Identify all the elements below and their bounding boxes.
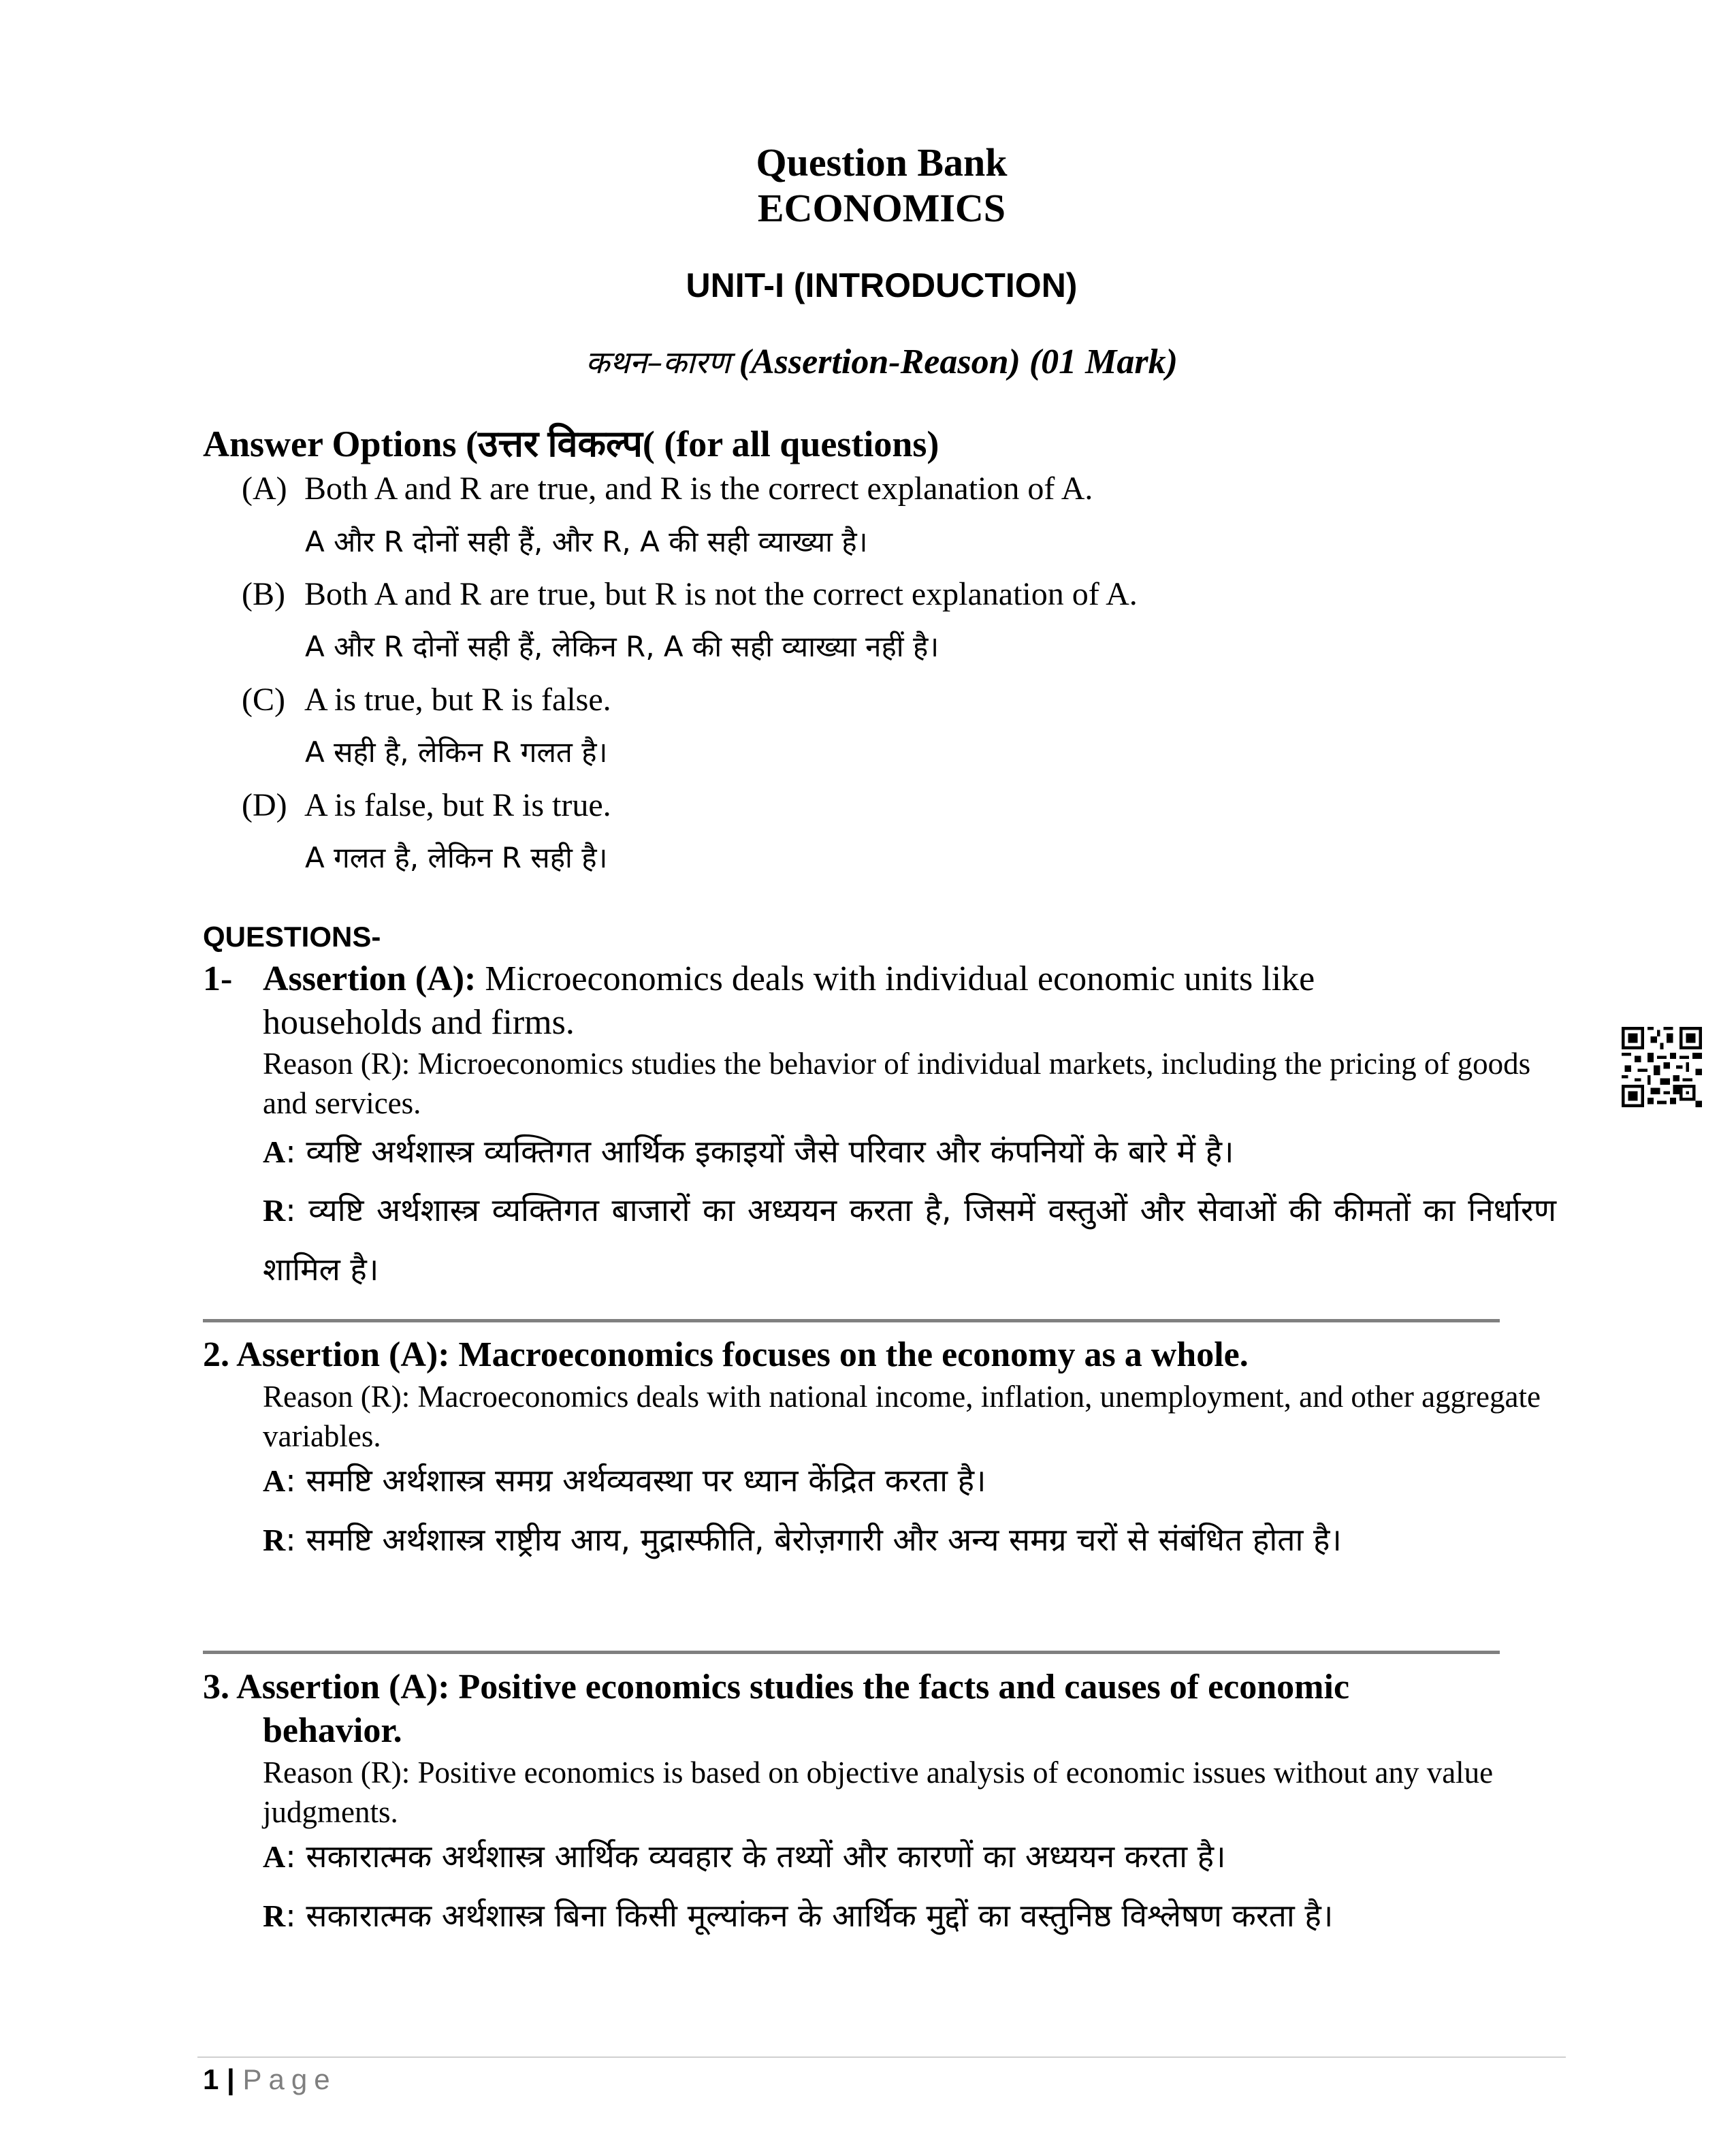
hindi-a-text: : व्यष्टि अर्थशास्त्र व्यक्तिगत आर्थिक इकाइयों जैसे परिवार और कंपनियों के बारे में है।: [285, 1133, 1234, 1170]
option-a: [242, 470, 1093, 507]
option-text: A is true, but R is false.: [304, 682, 611, 718]
question-1-reason: Reason (R): Microeconomics studies the behavior of individual markets, including the pricing of goods and services.: [263, 1047, 1531, 1120]
hindi-a-label: A: [263, 1134, 286, 1169]
question-3-assertion: [203, 1667, 1349, 1707]
option-c-hindi: A सही है, लेकिन R गलत है।: [305, 735, 608, 769]
hindi-r-label: R: [263, 1193, 286, 1228]
assertion-label: Assertion (A):: [263, 959, 477, 998]
option-d-hindi: A गलत है, लेकिन R सही है।: [305, 841, 608, 874]
question-2-hindi-r: [263, 1510, 1556, 1570]
section-title-hindi: कथन–कारण: [585, 344, 730, 381]
question-number: 3.: [203, 1668, 229, 1706]
hindi-a-text: : सकारात्मक अर्थशास्त्र आर्थिक व्यवहार के तथ्यों और कारणों का अध्ययन करता है।: [285, 1838, 1226, 1875]
option-b-hindi: A और R दोनों सही हैं, लेकिन R, A की सही व्याख्या नहीं है।: [305, 630, 939, 663]
question-1-assertion-cont: households and firms.: [263, 1003, 575, 1042]
question-1-hindi-r: [263, 1181, 1556, 1299]
question-3-assertion-cont: behavior.: [263, 1711, 402, 1750]
option-letter: (C): [242, 682, 285, 718]
divider: [203, 1319, 1500, 1322]
divider: [203, 1651, 1500, 1654]
question-1-hindi-a: [263, 1122, 1556, 1181]
option-text: Both A and R are true, and R is the correct explanation of A.: [304, 471, 1093, 507]
questions-heading: QUESTIONS-: [203, 921, 381, 953]
assertion-label: Assertion (A):: [236, 1668, 450, 1706]
option-letter: (A): [242, 471, 287, 507]
hindi-r-text: : व्यष्टि अर्थशास्त्र व्यक्तिगत बाजारों का अध्ययन करता है, जिसमें वस्तुओं और सेवाओं की कीमतों का निर्धारण शामिल है।: [263, 1192, 1556, 1288]
assertion-text: Positive economics studies the facts and causes of economic: [458, 1668, 1350, 1706]
hindi-r-text: : सकारात्मक अर्थशास्त्र बिना किसी मूल्यांकन के आर्थिक मुद्दों का वस्तुनिष्ठ विश्लेषण करता है।: [285, 1897, 1334, 1934]
page-footer: [203, 2063, 337, 2096]
option-a-hindi: A और R दोनों सही हैं, और R, A की सही व्याख्या है।: [305, 525, 868, 558]
qr-code-icon: [1622, 1027, 1702, 1107]
option-text: Both A and R are true, but R is not the correct explanation of A.: [304, 576, 1138, 612]
question-2-assertion: [203, 1335, 1249, 1375]
assertion-text: Macroeconomics focuses on the economy as a whole.: [458, 1335, 1249, 1374]
option-text: A is false, but R is true.: [304, 787, 611, 823]
hindi-r-label: R: [263, 1523, 286, 1557]
option-c: [242, 681, 611, 718]
question-1-assertion: [203, 959, 1315, 999]
answer-options-heading: Answer Options (उत्तर विकल्प( (for all questions): [203, 424, 939, 464]
assertion-text: Microeconomics deals with individual economic units like: [485, 959, 1315, 998]
option-b: [242, 575, 1138, 613]
question-3-hindi-a: [263, 1827, 1556, 1886]
question-2-hindi-a: [263, 1451, 1556, 1510]
page-number: 1: [203, 2063, 219, 2095]
question-3-reason: Reason (R): Positive economics is based on objective analysis of economic issues without any value judgments.: [263, 1755, 1494, 1829]
hindi-a-label: A: [263, 1839, 286, 1874]
subject-title: ECONOMICS: [757, 186, 1006, 230]
question-number: 1-: [203, 959, 233, 998]
question-3-hindi-r: [263, 1886, 1556, 1945]
hindi-a-text: : समष्टि अर्थशास्त्र समग्र अर्थव्यवस्था पर ध्यान केंद्रित करता है।: [285, 1462, 986, 1499]
section-title-english: (Assertion-Reason) (01 Mark): [739, 343, 1178, 381]
assertion-label: Assertion (A):: [236, 1335, 450, 1374]
hindi-r-label: R: [263, 1898, 286, 1933]
question-2-reason: Reason (R): Macroeconomics deals with national income, inflation, unemployment, and other aggregate variables.: [263, 1380, 1541, 1453]
footer-separator: |: [227, 2063, 235, 2095]
page-label: Page: [242, 2063, 337, 2095]
footer-divider: [197, 2056, 1566, 2058]
document-title: Question Bank: [756, 140, 1008, 185]
hindi-r-text: : समष्टि अर्थशास्त्र राष्ट्रीय आय, मुद्रास्फीति, बेरोज़गारी और अन्य समग्र चरों से संबंधित होता है।: [285, 1521, 1342, 1558]
section-title: [0, 340, 1736, 383]
unit-title: UNIT-I (INTRODUCTION): [686, 266, 1078, 304]
option-d: [242, 786, 611, 824]
hindi-a-label: A: [263, 1463, 286, 1498]
question-number: 2.: [203, 1335, 229, 1374]
option-letter: (D): [242, 787, 287, 823]
option-letter: (B): [242, 576, 285, 612]
